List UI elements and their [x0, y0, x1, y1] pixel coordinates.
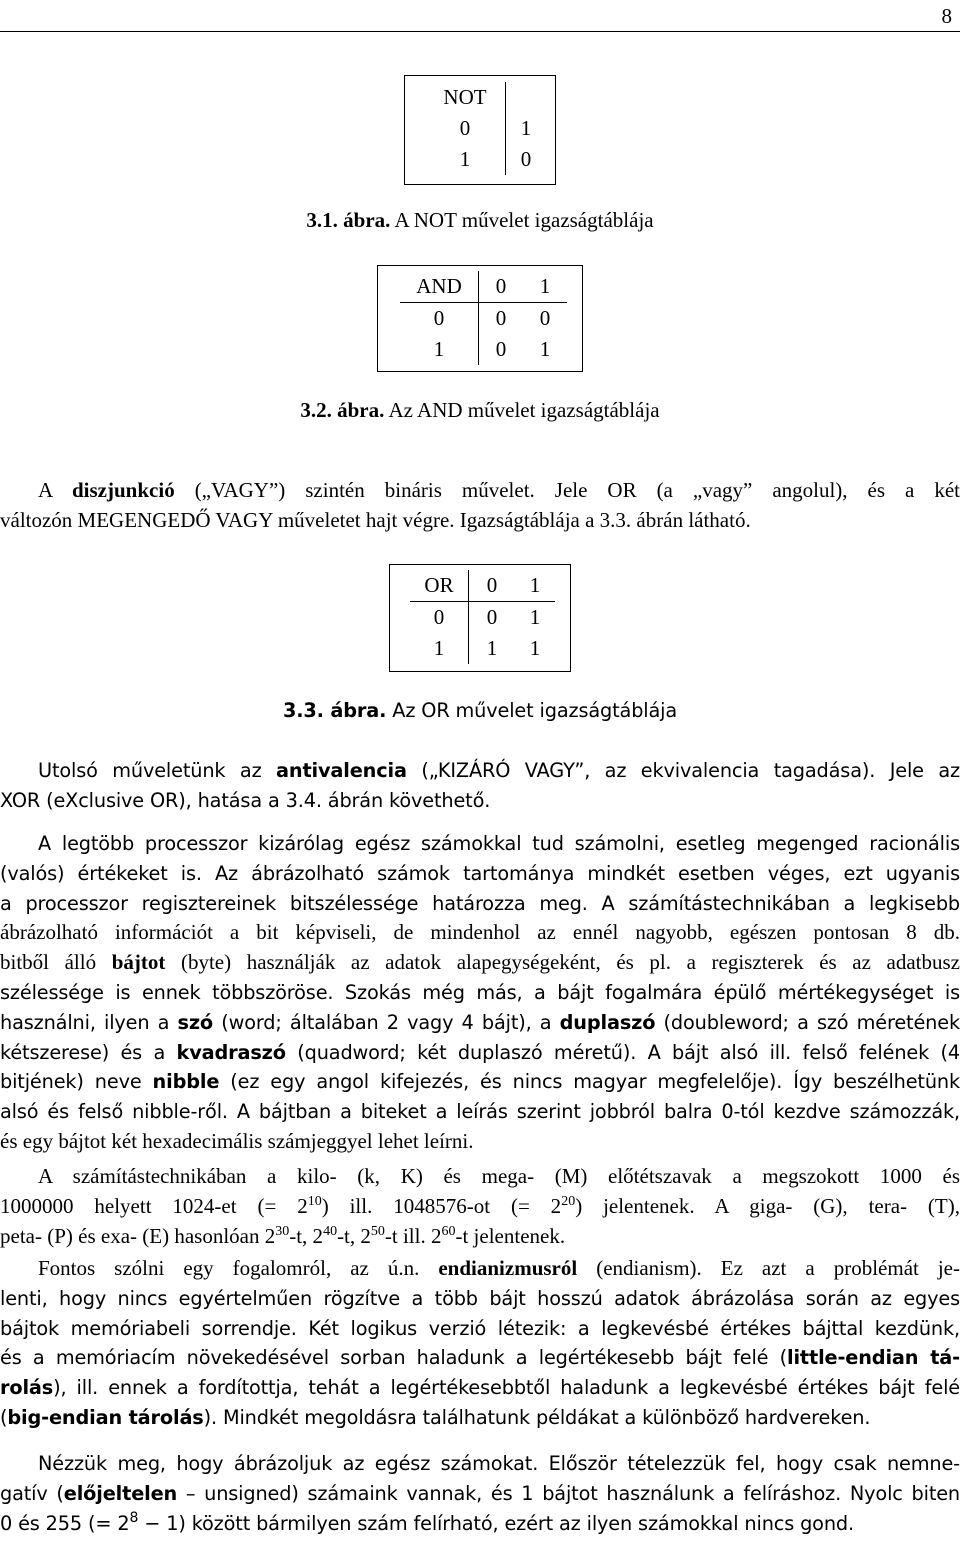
text: − 1) között bármilyen szám felírható, ezért az ilyen számokkal nincs gond.	[138, 1511, 854, 1535]
caption-label: 3.3. ábra.	[282, 699, 387, 722]
text: kétszerese) és a	[0, 1040, 177, 1064]
figure-caption-3-3	[0, 696, 960, 726]
header-rule	[0, 31, 960, 32]
text: – unsigned) számaink vannak, és 1 bájtot használunk a felíráshoz. Nyolc biten	[177, 1481, 960, 1505]
text: ) jelentenek. A giga- (G), tera- (T),	[575, 1193, 960, 1218]
term-nibble: nibble	[152, 1070, 220, 1094]
paragraph-endianism	[0, 1254, 960, 1433]
not-cell: 1	[425, 144, 506, 175]
text: Utolsó műveletünk az	[38, 759, 277, 782]
text: változón MEGENGEDŐ VAGY műveletet hajt végre. Igazságtáblája a 3.3. ábrán látható.	[0, 507, 751, 532]
not-header-blank	[506, 82, 547, 113]
and-cell: 1	[400, 334, 479, 365]
text: („KIZÁRÓ VAGY”, az ekvivalencia tagadása). Jele az	[406, 759, 960, 782]
caption-text: Az AND művelet igazságtáblája	[384, 398, 660, 422]
paragraph-or	[0, 476, 960, 536]
text: és egy bájtot két hexadecimális számjeggyel lehet leírni.	[0, 1128, 474, 1153]
or-header-cell: 0	[469, 570, 516, 602]
not-cell: 1	[520, 116, 532, 140]
text: a processzor regisztereinek bitszélessége határozza meg. A számítástechnikában a legkisebb	[0, 891, 960, 915]
caption-text: Az OR művelet igazságtáblája	[386, 699, 678, 722]
figure-caption-3-2	[0, 396, 960, 426]
not-cell: 0	[520, 147, 532, 171]
term-bajt: bájtot	[111, 950, 166, 975]
and-cell: 0	[495, 337, 507, 361]
or-header-cell: 1	[515, 570, 555, 602]
text: (word; általában 2 vagy 4 bájt), a	[213, 1010, 560, 1034]
and-cell: 1	[539, 337, 551, 361]
term-szo: szó	[177, 1010, 214, 1034]
exponent: 40	[323, 1223, 338, 1239]
text: (valós) értékeket is. Az ábrázolható számok tartománya mindkét esetben véges, ezt ugyanis	[0, 861, 960, 885]
text: Fontos szólni egy fogalomról, az ú.n.	[38, 1256, 439, 1280]
text: -t jelentenek.	[455, 1223, 566, 1248]
or-cell: 1	[529, 636, 541, 660]
text: (ez egy angol kifejezés, és nincs magyar megfelelője). Így beszélhetünk	[219, 1070, 960, 1094]
text: (doubleword; a szó méretének	[655, 1010, 960, 1034]
or-cell: 0	[486, 605, 498, 629]
and-truth-table	[400, 271, 567, 365]
caption-label: 3.1. ábra.	[306, 208, 391, 232]
text: (byte) használják az adatok alapegységeként, és pl. a regiszterek és az adatbusz	[165, 950, 960, 975]
or-truth-table	[410, 570, 555, 664]
exponent: 50	[370, 1223, 385, 1239]
text: 0 és 255 (= 2	[0, 1511, 130, 1535]
term-endianizmus: endianizmusról	[438, 1256, 578, 1280]
and-cell: 0	[495, 306, 507, 330]
term-little-endian: little-endian tá-	[787, 1346, 960, 1370]
caption-label: 3.2. ábra.	[300, 398, 385, 422]
text: (	[0, 1405, 8, 1429]
not-truth-table	[425, 82, 546, 175]
text: ) ill. 1048576-ot (= 2	[321, 1193, 562, 1218]
text: (quadword; két duplaszó méretű). A bájt alsó ill. felső felének (4	[285, 1040, 960, 1064]
or-cell: 1	[486, 636, 498, 660]
or-truth-table-box	[389, 564, 571, 672]
and-header-cell: 1	[523, 271, 567, 303]
text: Nézzük meg, hogy ábrázoljuk az egész számokat. Először tételezzük fel, hogy csak nemne-	[38, 1452, 960, 1475]
text: bitből álló	[0, 950, 112, 975]
exponent: 30	[275, 1223, 290, 1239]
term-antivalencia: antivalencia	[276, 759, 407, 782]
paragraph-unsigned	[0, 1449, 960, 1538]
or-header-op: OR	[410, 570, 469, 602]
text: -t, 2	[337, 1223, 371, 1248]
text: A legtöbb processzor kizárólag egész számokkal tud számolni, esetleg megenged racionális	[38, 832, 960, 855]
text: 1000000 helyett 1024-et (= 2	[0, 1193, 308, 1218]
text: használni, ilyen a	[0, 1010, 178, 1034]
text: -t, 2	[289, 1223, 324, 1248]
and-truth-table-box	[377, 265, 583, 372]
exponent: 10	[307, 1193, 322, 1209]
or-cell: 1	[410, 633, 469, 664]
text: bájtok memóriabeli sorrendje. Két logikus verzió létezik: a legkevésbé értékes bájttal kezdünk,	[0, 1316, 960, 1340]
or-cell: 1	[529, 605, 541, 629]
not-truth-table-box	[404, 75, 556, 185]
and-header-cell: 0	[479, 271, 524, 303]
text: ábrázolható információt a bit képviseli, de mindenhol az ennél nagyobb, egészen pontosan 8 db.	[0, 920, 960, 945]
text: ), ill. ennek a fordítottja, tehát a legértékesebbtől haladunk a legkevésbé értékes bájt felé	[53, 1376, 960, 1400]
and-header-op: AND	[400, 271, 479, 303]
caption-text: A NOT művelet igazságtáblája	[390, 208, 654, 232]
term-big-endian: big-endian tárolás	[7, 1405, 204, 1429]
exponent: 8	[129, 1509, 139, 1526]
text: A számítástechnikában a kilo- (k, K) és mega- (M) előtétszavak a megszokott 1000 és	[38, 1164, 960, 1188]
text: (endianism). Ez azt a problémát je-	[577, 1256, 960, 1280]
text: és a memóriacím növekedésével sorban haladunk a legértékesebb bájt felé (	[0, 1346, 788, 1370]
not-header-op: NOT	[425, 82, 506, 113]
text: ). Mindkét megoldásra találhatunk példákat a különböző hardvereken.	[203, 1405, 871, 1429]
exponent: 20	[561, 1193, 576, 1209]
term-elojeltelen: előjeltelen	[63, 1481, 178, 1505]
term-duplaszo: duplaszó	[559, 1010, 656, 1034]
text: lenti, hogy nincs egyértelműen rögzítve a több bájt hosszú adatok ábrázolása során az egyes	[0, 1286, 960, 1310]
figure-caption-3-1	[0, 206, 960, 236]
text: XOR (eXclusive OR), hatása a 3.4. ábrán követhető.	[0, 788, 491, 812]
text: gatív (	[0, 1481, 64, 1505]
text: bitjének) neve	[0, 1070, 153, 1094]
term-kvadraszo: kvadraszó	[176, 1040, 286, 1064]
exponent: 60	[441, 1223, 456, 1239]
page-number: 8	[941, 4, 952, 28]
paragraph-xor	[0, 756, 960, 816]
text: peta- (P) és exa- (E) hasonlóan 2	[0, 1223, 276, 1248]
text: („VAGY”) szintén bináris művelet. Jele OR (a „vagy” angolul), és a két	[174, 478, 960, 502]
and-cell: 0	[539, 306, 551, 330]
text: szélessége is ennek többszöröse. Szokás még más, a bájt fogalmára épülő mértékegységet is	[0, 980, 960, 1004]
and-cell: 0	[400, 303, 479, 335]
term-diszjunkcio: diszjunkció	[72, 478, 175, 502]
text: -t ill. 2	[384, 1223, 442, 1248]
paragraph-processor	[0, 829, 960, 1157]
text: A	[38, 478, 72, 502]
text: alsó és felső nibble-ről. A bájtban a biteket a leírás szerint jobbról balra 0-tól kezdve számozzák,	[0, 1100, 960, 1124]
term-little-endian-cont: rolás	[0, 1376, 54, 1400]
paragraph-prefixes	[0, 1162, 960, 1251]
not-cell: 0	[425, 113, 506, 144]
or-cell: 0	[410, 602, 469, 634]
